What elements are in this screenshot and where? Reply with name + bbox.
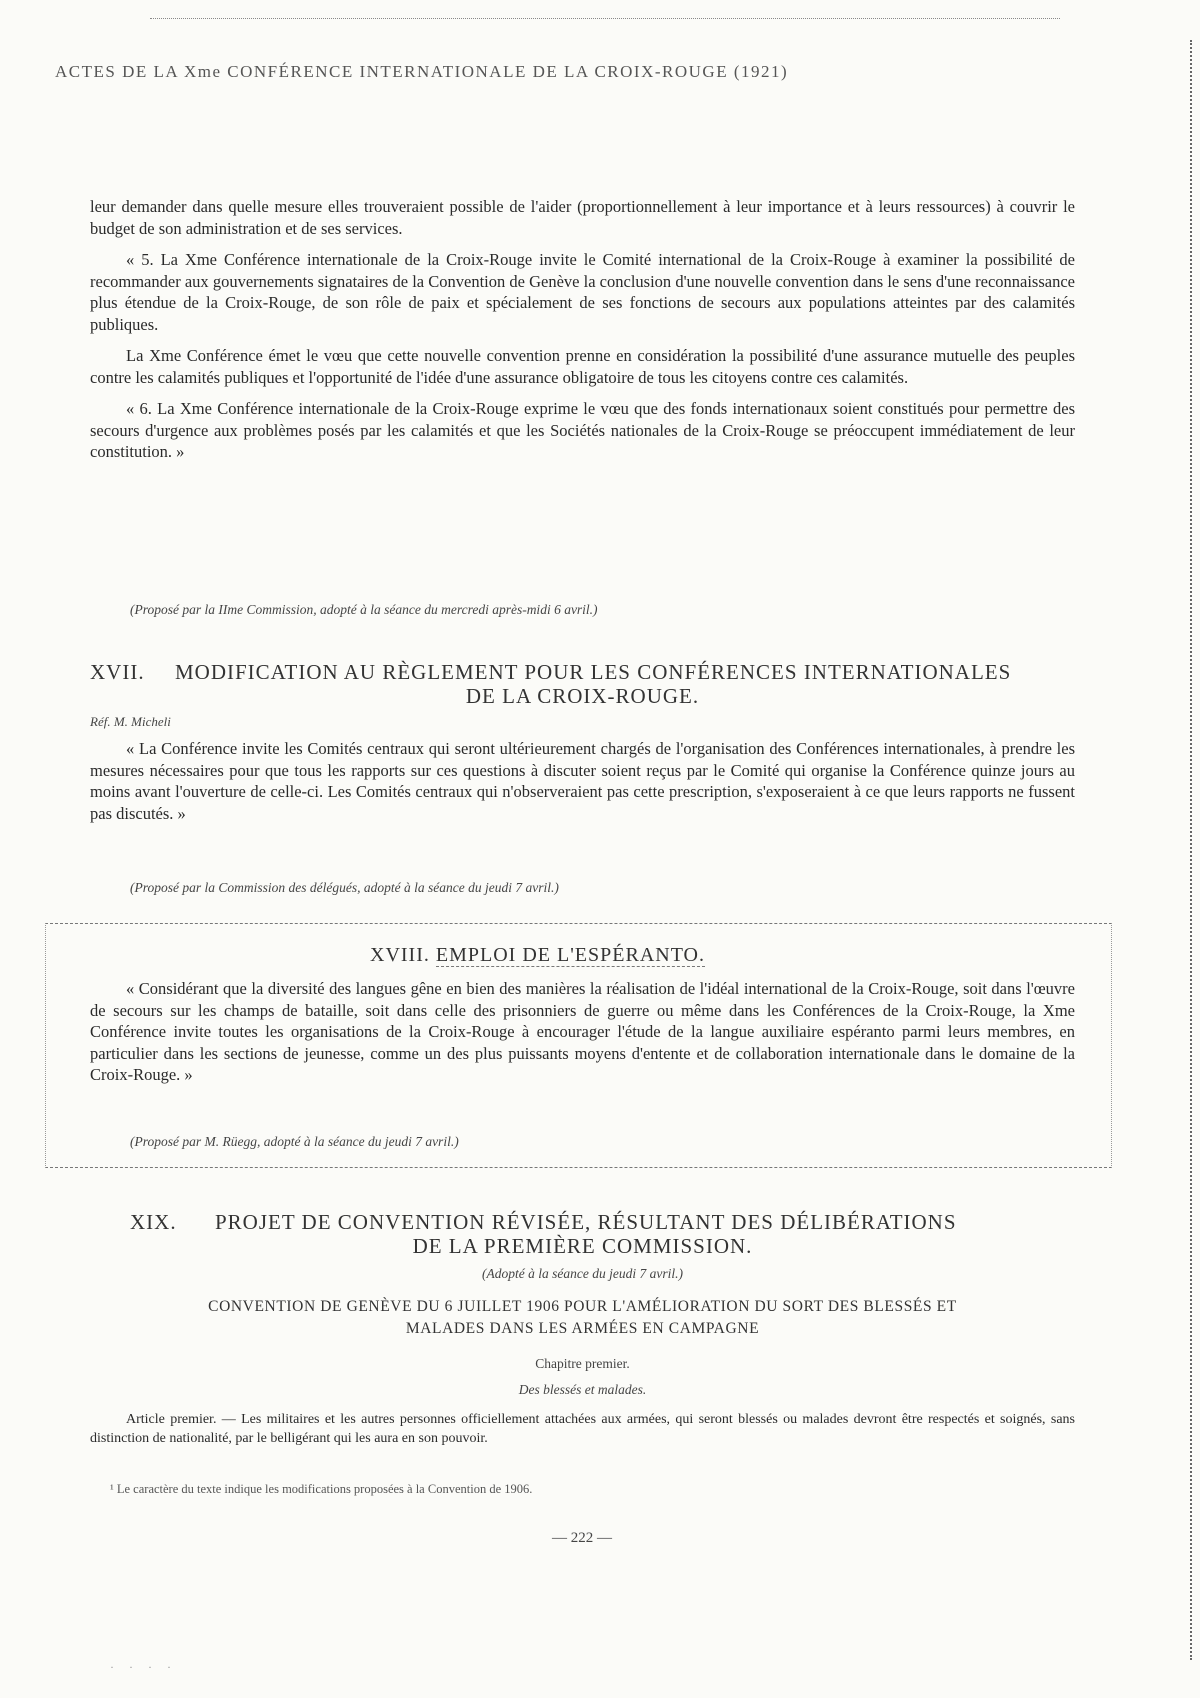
paragraph: « La Conférence invite les Comités centraux qui seront ultérieurement chargés de l'organisation des Conférences internationales, à prendre les mesures nécessaires pour que tous les rapports sur ces questions à discuter soient reçus par le Comité qui organise la Conférence quinze jours au moins avant l'ouverture de celle-ci. Les Comités centraux qui n'observeraient pas cette prescription, s'exposeraient à ce que leurs rapports ne fussent pas discutés. » [90, 739, 1075, 823]
section-title-xvii [90, 660, 1075, 708]
adoption-caption: (Proposé par la IIme Commission, adopté à la séance du mercredi après-midi 6 avril.) [130, 602, 598, 617]
footnote: ¹ Le caractère du texte indique les modifications proposées à la Convention de 1906. [110, 1482, 533, 1496]
paragraph: « 5. La Xme Conférence internationale de la Croix-Rouge invite le Comité international de la Croix-Rouge à examiner la possibilité de recommander aux gouvernements signataires de la Convention de Genève la conclusion d'une nouvelle convention dans le sens d'une reconnaissance plus étendue de la Croix-Rouge, de son rôle de paix et spécialement de ses fonctions de secours aux populations atteintes par des calamités publiques. [90, 250, 1075, 334]
running-head: ACTES DE LA Xme CONFÉRENCE INTERNATIONALE DE LA CROIX-ROUGE (1921) [55, 62, 789, 81]
speaker-reference: Réf. M. Micheli [90, 714, 171, 729]
section-number: XVIII. [370, 944, 430, 966]
convention-title-line: MALADES DANS LES ARMÉES EN CAMPAGNE [405, 1320, 760, 1337]
chapter-subtitle: Des blessés et malades. [518, 1382, 647, 1397]
page-number: — 222 — [552, 1530, 612, 1546]
paragraph: Article premier. — Les militaires et les autres personnes officiellement attachées aux armées, qui seront blessés ou malades devront être respectés et soignés, sans distinction de nationalité, par le belligérant qui les aura en son pouvoir. [90, 1412, 1075, 1446]
section-xvii-body [90, 738, 1075, 824]
article-text [90, 1410, 1075, 1448]
scan-noise-bottom: · · · · [110, 1660, 177, 1674]
section-xvi-body [90, 196, 1075, 463]
adoption-caption: (Proposé par la Commission des délégués, adopté à la séance du jeudi 7 avril.) [130, 880, 559, 895]
adoption-caption: (Adopté à la séance du jeudi 7 avril.) [482, 1266, 683, 1281]
paragraph: La Xme Conférence émet le vœu que cette nouvelle convention prenne en considération la possibilité d'une assurance mutuelle des peuples contre les calamités publiques et l'opportunité de l'idée d'une assurance obligatoire de tous les citoyens contre ces calamités. [90, 346, 1075, 387]
section-title-line: MODIFICATION AU RÈGLEMENT POUR LES CONFÉRENCES INTERNATIONALES [175, 660, 1012, 684]
scan-noise-top [150, 18, 1060, 19]
section-title-line: PROJET DE CONVENTION RÉVISÉE, RÉSULTANT DES DÉLIBÉRATIONS [215, 1210, 957, 1234]
paragraph: leur demander dans quelle mesure elles trouveraient possible de l'aider (proportionnellement à leur importance et à leurs ressources) à couvrir le budget de son administration et de ses services. [90, 197, 1075, 238]
convention-title [90, 1296, 1075, 1340]
chapter-heading: Chapitre premier. [535, 1356, 630, 1371]
adoption-caption: (Proposé par M. Rüegg, adopté à la séance du jeudi 7 avril.) [130, 1134, 459, 1149]
paragraph: « Considérant que la diversité des langues gêne en bien des manières la réalisation de l'idéal international de la Croix-Rouge, soit dans l'œuvre de secours sur les champs de bataille, soit dans celle des prisonniers de guerre ou même dans les Conférences de la Croix-Rouge, la Xme Conférence invite toutes les organisations de la Croix-Rouge à encourager l'étude de la langue auxiliaire espéranto parmi leurs membres, en particulier dans les sections de jeunesse, comme un des plus puissants moyens d'entente et de collaboration internationale dans le domaine de la Croix-Rouge. » [90, 979, 1075, 1084]
section-number: XIX. [130, 1210, 177, 1234]
section-number: XVII. [90, 660, 145, 684]
section-title-xviii [370, 944, 705, 967]
section-title-xix [90, 1210, 1075, 1258]
section-title-line: DE LA CROIX-ROUGE. [465, 684, 700, 708]
scan-edge-right [1190, 40, 1192, 1660]
convention-title-line: CONVENTION DE GENÈVE DU 6 JUILLET 1906 POUR L'AMÉLIORATION DU SORT DES BLESSÉS ET [208, 1298, 957, 1315]
section-title-line: DE LA PREMIÈRE COMMISSION. [412, 1234, 753, 1258]
paragraph: « 6. La Xme Conférence internationale de la Croix-Rouge exprime le vœu que des fonds internationaux soient constitués pour permettre des secours d'urgence aux problèmes posés par les calamités et que les Sociétés nationales de la Croix-Rouge se préoccupent immédiatement de leur constitution. » [90, 399, 1075, 461]
section-title-line: EMPLOI DE L'ESPÉRANTO. [435, 944, 706, 966]
section-xviii-body [90, 978, 1075, 1086]
